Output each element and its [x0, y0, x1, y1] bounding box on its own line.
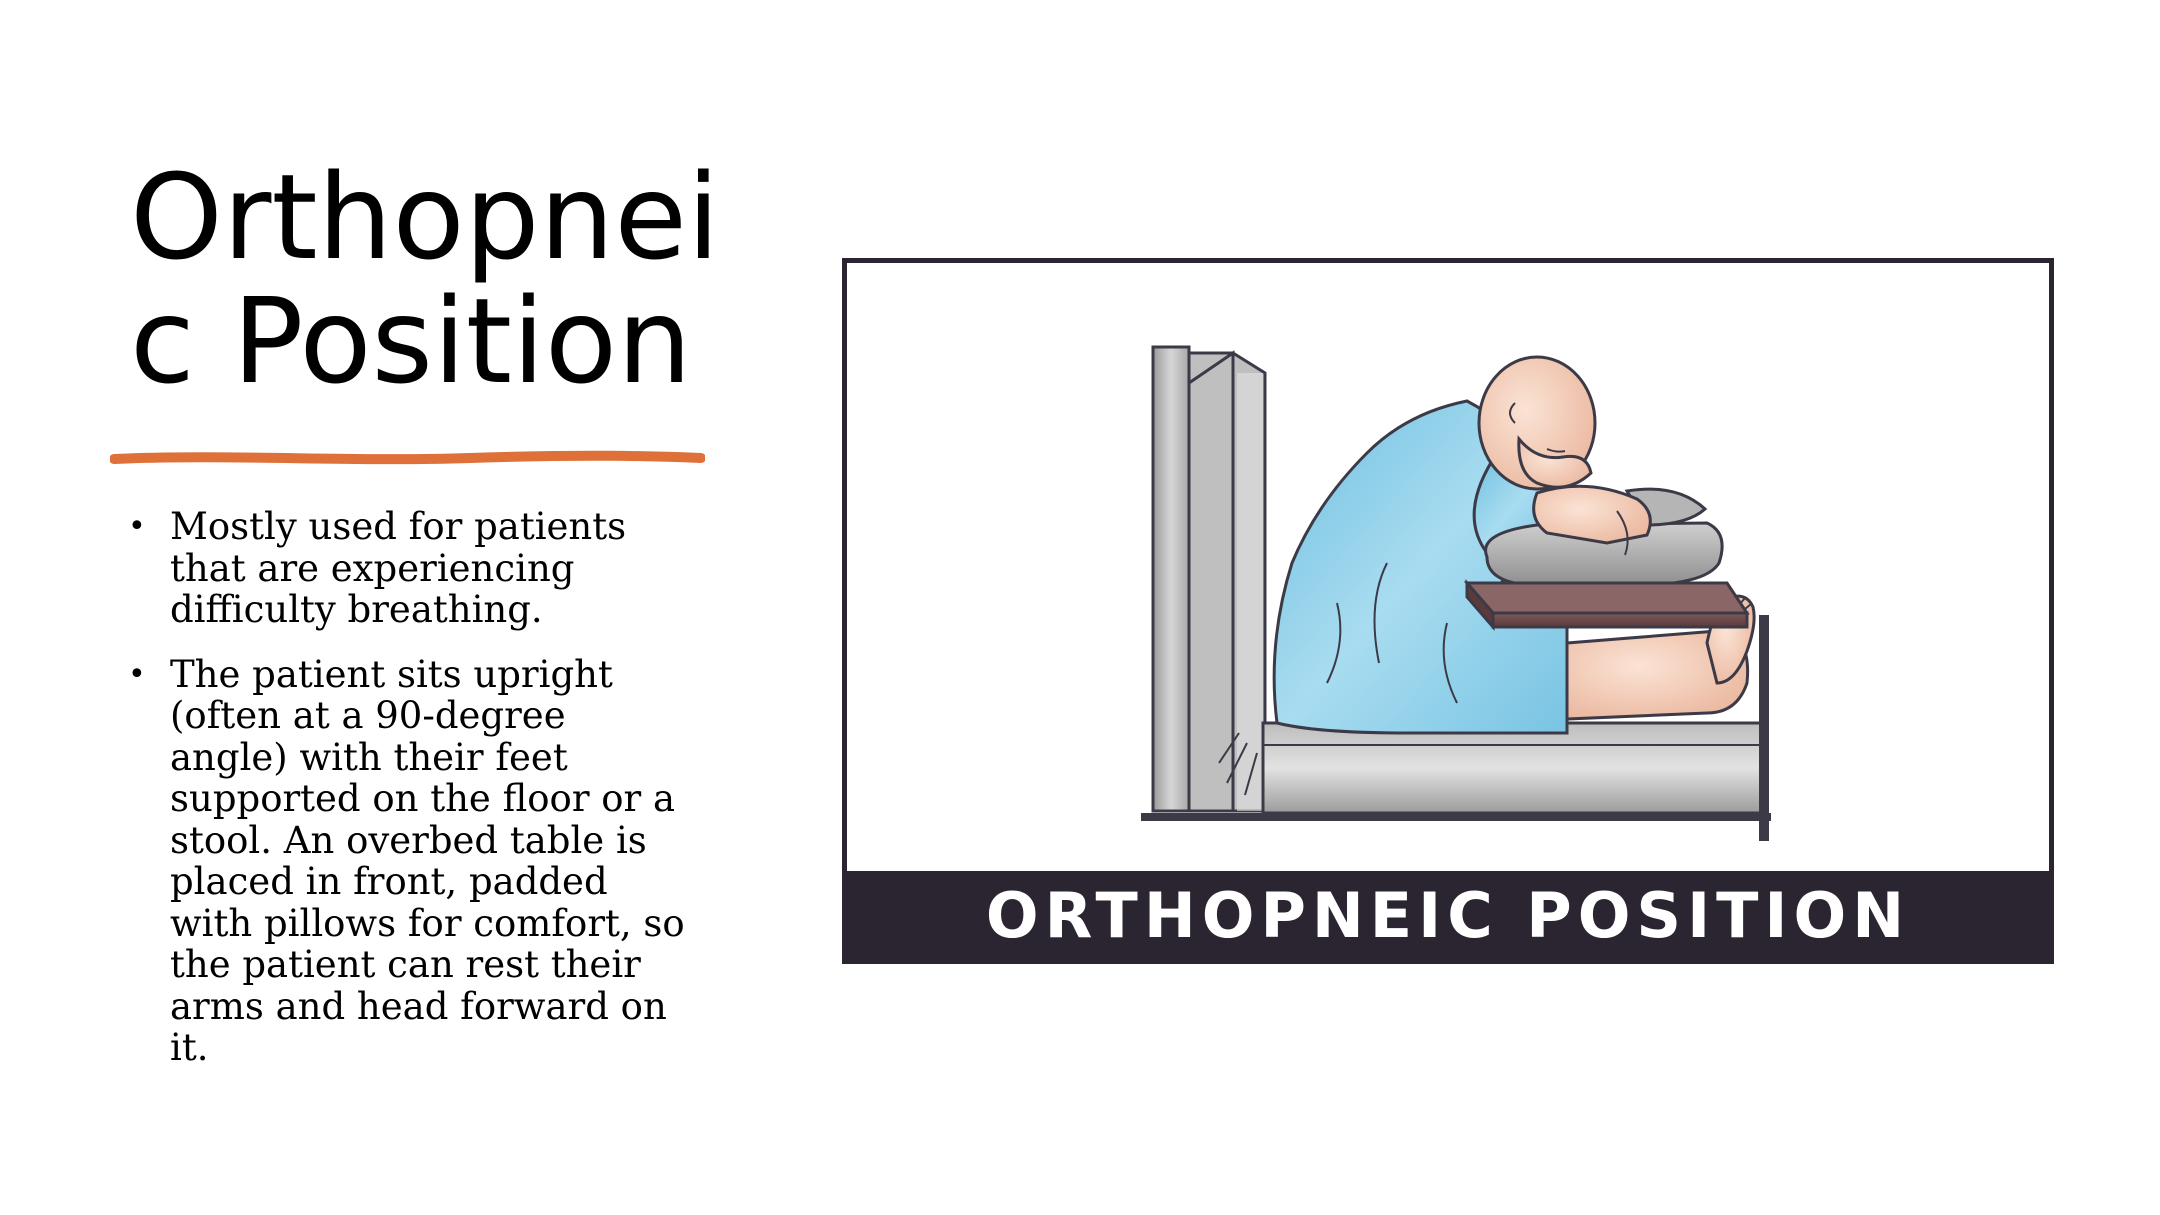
- bullet-line: supported on the floor or a: [170, 777, 676, 820]
- figure-caption-bar: [847, 871, 2049, 959]
- bullet-line: it.: [170, 1026, 209, 1069]
- orthopneic-position-illustration: [842, 258, 2054, 964]
- bullet-line: arms and head forward on: [170, 984, 667, 1028]
- bullet-line: the patient can rest their: [170, 943, 641, 986]
- bullet-dot-icon: •: [128, 509, 146, 544]
- bullet-line: difficulty breathing.: [170, 588, 543, 631]
- bullet-item: [128, 654, 748, 1069]
- bullet-line: (often at a 90-degree: [170, 694, 566, 737]
- title-accent-underline: [110, 450, 705, 468]
- title-line-2: c Position: [130, 272, 692, 410]
- bullet-line: that are experiencing: [170, 546, 575, 590]
- bullet-line: placed in front, padded: [170, 860, 608, 903]
- bullet-line: stool. An overbed table is: [170, 818, 647, 862]
- bullet-line: The patient sits upright: [170, 652, 613, 696]
- bullet-item: [128, 506, 748, 631]
- patient-illustration: [847, 263, 2049, 873]
- title-line-1: Orthopnei: [130, 148, 720, 286]
- bullet-line: with pillows for comfort, so: [170, 901, 685, 945]
- slide-title: [130, 148, 730, 410]
- bullet-list: [128, 506, 748, 1092]
- bullet-line: Mostly used for patients: [170, 505, 627, 548]
- figure-caption: ORTHOPNEIC POSITION: [985, 878, 1911, 952]
- bullet-dot-icon: •: [128, 656, 146, 692]
- bullet-line: angle) with their feet: [170, 735, 568, 779]
